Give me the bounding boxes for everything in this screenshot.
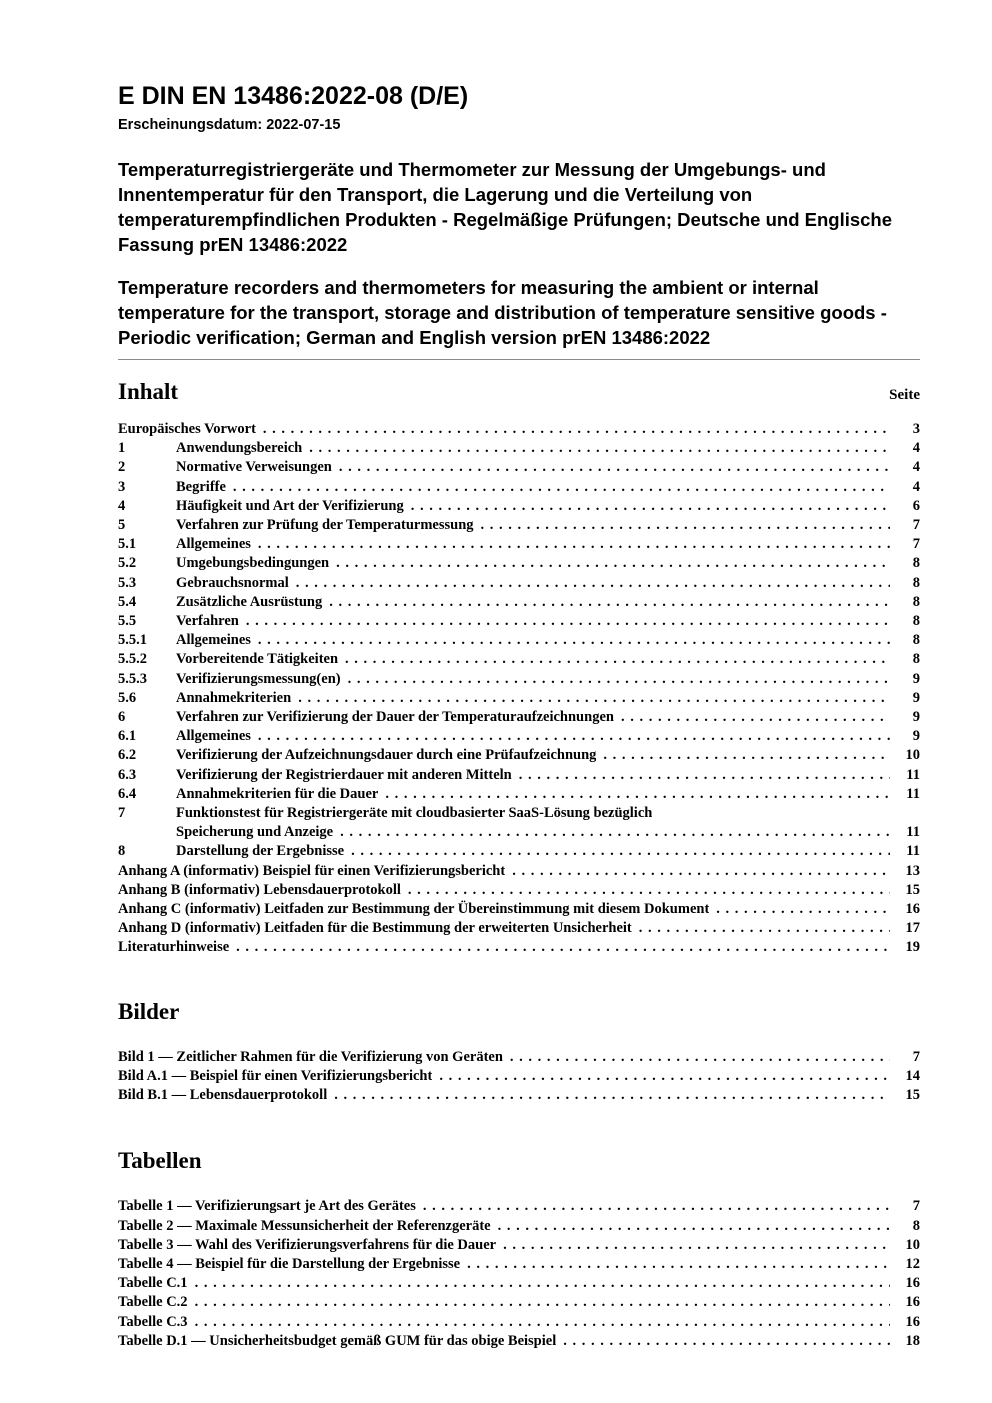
toc-row bbox=[118, 1048, 920, 1067]
toc-list bbox=[118, 420, 920, 958]
toc-entry-page: 9 bbox=[912, 689, 920, 706]
toc-entry-page: 8 bbox=[912, 1217, 920, 1234]
dot-leader bbox=[467, 1255, 890, 1274]
dot-leader bbox=[345, 650, 890, 669]
toc-entry-title: Verfahren zur Prüfung der Temperaturmessung bbox=[176, 517, 474, 534]
publication-date: Erscheinungsdatum: 2022-07-15 bbox=[118, 117, 341, 133]
toc-entry-number: 7 bbox=[118, 805, 126, 822]
toc-row bbox=[118, 862, 920, 881]
toc-entry-page: 12 bbox=[905, 1255, 920, 1272]
toc-entry-page: 11 bbox=[906, 785, 920, 802]
dot-leader bbox=[329, 593, 890, 612]
figures-heading: Bilder bbox=[118, 998, 180, 1024]
dot-leader bbox=[195, 1313, 890, 1332]
toc-entry-title: Annahmekriterien bbox=[176, 689, 292, 706]
toc-row bbox=[118, 881, 920, 900]
toc-entry-number: 5.4 bbox=[118, 593, 137, 610]
dot-leader bbox=[339, 458, 890, 477]
english-title: Temperature recorders and thermometers for measuring the ambient or internal temperature for the transport, storage and distribution of temperature sensitive goods - Periodic verification; German and English version prEN 13486:2022 bbox=[118, 277, 887, 348]
toc-entry-page: 16 bbox=[905, 901, 920, 918]
toc-row bbox=[118, 458, 920, 477]
toc-row bbox=[118, 708, 920, 727]
dot-leader bbox=[385, 785, 890, 804]
dot-leader bbox=[258, 535, 890, 554]
tables-heading: Tabellen bbox=[118, 1148, 202, 1174]
dot-leader bbox=[263, 420, 890, 439]
toc-entry-title: Allgemeines bbox=[176, 536, 251, 553]
toc-row bbox=[118, 1067, 920, 1086]
toc-entry-title: Umgebungsbedingungen bbox=[176, 555, 330, 572]
toc-entry-page: 4 bbox=[912, 478, 920, 495]
toc-entry-number: 6.1 bbox=[118, 728, 137, 745]
toc-row bbox=[118, 516, 920, 535]
toc-row bbox=[118, 727, 920, 746]
toc-entry-title: Verifizierungsmessung(en) bbox=[176, 670, 341, 687]
dot-leader bbox=[563, 1332, 890, 1351]
toc-row bbox=[118, 593, 920, 612]
toc-entry-title: Verifizierung der Registrierdauer mit anderen Mitteln bbox=[176, 766, 512, 783]
toc-entry-title: Allgemeines bbox=[176, 632, 251, 649]
dot-leader bbox=[621, 708, 890, 727]
toc-entry-title: Zusätzliche Ausrüstung bbox=[176, 593, 323, 610]
dot-leader bbox=[498, 1217, 890, 1236]
toc-entry-title: Tabelle D.1 — Unsicherheitsbudget gemäß GUM für das obige Beispiel bbox=[118, 1332, 557, 1349]
toc-entry-title: Anhang D (informativ) Leitfaden für die Bestimmung der erweiterten Unsicherheit bbox=[118, 920, 632, 937]
toc-row bbox=[118, 785, 920, 804]
toc-entry-page: 6 bbox=[912, 497, 920, 514]
toc-entry-title: Normative Verweisungen bbox=[176, 459, 332, 476]
toc-row bbox=[118, 574, 920, 593]
toc-row bbox=[118, 478, 920, 497]
toc-entry-title: Speicherung und Anzeige bbox=[176, 824, 334, 841]
toc-entry-number: 6.2 bbox=[118, 747, 137, 764]
toc-row bbox=[118, 612, 920, 631]
dot-leader bbox=[334, 1086, 890, 1105]
toc-entry-page: 13 bbox=[905, 862, 920, 879]
toc-entry-title: Verifizierung der Aufzeichnungsdauer durch eine Prüfaufzeichnung bbox=[176, 747, 597, 764]
page-column-label: Seite bbox=[889, 387, 920, 403]
toc-entry-page: 19 bbox=[905, 939, 920, 956]
toc-entry-number: 6.3 bbox=[118, 766, 137, 783]
toc-row bbox=[118, 1236, 920, 1255]
toc-row bbox=[118, 1255, 920, 1274]
dot-leader bbox=[510, 1048, 890, 1067]
toc-entry-page: 9 bbox=[912, 670, 920, 687]
toc-entry-title: Anhang A (informativ) Beispiel für einen Verifizierungsbericht bbox=[118, 862, 506, 879]
toc-entry-page: 7 bbox=[912, 1048, 920, 1065]
toc-entry-title: Verfahren bbox=[176, 613, 239, 630]
toc-entry-page: 9 bbox=[912, 728, 920, 745]
toc-row bbox=[118, 631, 920, 650]
dot-leader bbox=[512, 862, 890, 881]
toc-entry-title: Bild B.1 — Lebensdauerprotokoll bbox=[118, 1087, 328, 1104]
dot-leader bbox=[236, 938, 890, 957]
toc-row bbox=[118, 1086, 920, 1105]
toc-entry-page: 8 bbox=[912, 555, 920, 572]
toc-entry-page: 4 bbox=[912, 440, 920, 457]
dot-leader bbox=[639, 919, 890, 938]
toc-entry-title: Tabelle 2 — Maximale Messunsicherheit der Referenzgeräte bbox=[118, 1217, 491, 1234]
dot-leader bbox=[503, 1236, 890, 1255]
dot-leader bbox=[519, 766, 890, 785]
toc-entry-number: 2 bbox=[118, 459, 126, 476]
dot-leader bbox=[411, 497, 890, 516]
toc-entry-number: 3 bbox=[118, 478, 126, 495]
toc-entry-title: Tabelle C.1 bbox=[118, 1275, 188, 1292]
toc-entry-number: 5.6 bbox=[118, 689, 137, 706]
dot-leader bbox=[309, 439, 890, 458]
toc-entry-title: Tabelle C.2 bbox=[118, 1294, 188, 1311]
toc-entry-number: 5.3 bbox=[118, 574, 137, 591]
toc-entry-title: Häufigkeit und Art der Verifizierung bbox=[176, 497, 404, 514]
dot-leader bbox=[246, 612, 890, 631]
toc-row bbox=[118, 804, 920, 823]
toc-row bbox=[118, 689, 920, 708]
toc-entry-title: Anhang B (informativ) Lebensdauerprotokoll bbox=[118, 881, 401, 898]
toc-entry-title: Tabelle 3 — Wahl des Verifizierungsverfahrens für die Dauer bbox=[118, 1236, 497, 1253]
toc-entry-page: 16 bbox=[905, 1275, 920, 1292]
toc-row bbox=[118, 900, 920, 919]
toc-entry-title: Bild 1 — Zeitlicher Rahmen für die Verifizierung von Geräten bbox=[118, 1048, 503, 1065]
dot-leader bbox=[296, 574, 890, 593]
toc-row bbox=[118, 420, 920, 439]
toc-entry-page: 14 bbox=[905, 1067, 920, 1084]
dot-leader bbox=[351, 842, 890, 861]
toc-entry-page: 8 bbox=[912, 593, 920, 610]
toc-entry-number: 5.1 bbox=[118, 536, 137, 553]
toc-entry-number: 5.5.2 bbox=[118, 651, 147, 668]
dot-leader bbox=[481, 516, 890, 535]
dot-leader bbox=[258, 631, 890, 650]
toc-entry-page: 18 bbox=[905, 1332, 920, 1349]
toc-entry-page: 11 bbox=[906, 824, 920, 841]
toc-entry-number: 4 bbox=[118, 497, 126, 514]
toc-row bbox=[118, 497, 920, 516]
toc-row bbox=[118, 650, 920, 669]
toc-entry-title: Europäisches Vorwort bbox=[118, 421, 256, 437]
doc-number: E DIN EN 13486:2022-08 (D/E) bbox=[118, 82, 469, 110]
toc-entry-page: 7 bbox=[912, 1198, 920, 1215]
dot-leader bbox=[195, 1274, 890, 1293]
toc-entry-number: 5.5 bbox=[118, 613, 137, 630]
dot-leader bbox=[603, 746, 890, 765]
toc-entry-number: 5.5.3 bbox=[118, 670, 147, 687]
toc-row bbox=[118, 1293, 920, 1312]
toc-entry-title: Begriffe bbox=[176, 478, 226, 495]
dot-leader bbox=[423, 1197, 890, 1216]
toc-heading: Inhalt bbox=[118, 379, 179, 404]
toc-entry-page: 8 bbox=[912, 574, 920, 591]
toc-entry-page: 9 bbox=[912, 709, 920, 726]
toc-row bbox=[118, 670, 920, 689]
toc-row bbox=[118, 938, 920, 957]
toc-entry-page: 15 bbox=[905, 1087, 920, 1104]
toc-row bbox=[118, 766, 920, 785]
toc-entry-page: 11 bbox=[906, 843, 920, 860]
toc-entry-title: Anhang C (informativ) Leitfaden zur Bestimmung der Übereinstimmung mit diesem Dokument bbox=[118, 901, 710, 918]
toc-entry-title: Bild A.1 — Beispiel für einen Verifizierungsbericht bbox=[118, 1067, 433, 1084]
toc-entry-number: 8 bbox=[118, 843, 126, 860]
toc-entry-page: 15 bbox=[905, 881, 920, 898]
toc-entry-page: 3 bbox=[912, 421, 920, 437]
toc-row bbox=[118, 823, 920, 842]
toc-entry-title: Anwendungsbereich bbox=[176, 440, 303, 457]
toc-row bbox=[118, 1313, 920, 1332]
toc-entry-number: 6.4 bbox=[118, 785, 137, 802]
dot-leader bbox=[336, 554, 890, 573]
toc-entry-title: Tabelle 1 — Verifizierungsart je Art des Gerätes bbox=[118, 1198, 416, 1215]
toc-entry-page: 16 bbox=[905, 1294, 920, 1311]
dot-leader bbox=[298, 689, 890, 708]
toc-entry-page: 10 bbox=[905, 747, 920, 764]
toc-entry-title: Tabelle 4 — Beispiel für die Darstellung der Ergebnisse bbox=[118, 1255, 461, 1272]
toc-row bbox=[118, 1197, 920, 1216]
toc-row bbox=[118, 439, 920, 458]
toc-header bbox=[118, 378, 920, 406]
toc-entry-title: Vorbereitende Tätigkeiten bbox=[176, 651, 339, 668]
figures-list bbox=[118, 1048, 920, 1106]
toc-entry-page: 16 bbox=[905, 1313, 920, 1330]
toc-entry-page: 8 bbox=[912, 613, 920, 630]
toc-entry-title: Allgemeines bbox=[176, 728, 251, 745]
german-title: Temperaturregistriergeräte und Thermometer zur Messung der Umgebungs- und Innentemperatur für den Transport, die Lagerung und die Verteilung von temperaturempfindlichen Produkten - Regelmäßige Prüfungen; Deutsche und Englische Fassung prEN 13486:2022 bbox=[118, 159, 893, 255]
dot-leader bbox=[195, 1293, 890, 1312]
toc-entry-page: 10 bbox=[905, 1236, 920, 1253]
title-separator-line bbox=[118, 359, 920, 360]
toc-row bbox=[118, 554, 920, 573]
toc-entry-title: Darstellung der Ergebnisse bbox=[176, 843, 345, 860]
toc-entry-title: Funktionstest für Registriergeräte mit cloudbasierter SaaS-Lösung bezüglich bbox=[176, 805, 653, 822]
toc-entry-title: Annahmekriterien für die Dauer bbox=[176, 785, 379, 802]
toc-entry-title: Verfahren zur Verifizierung der Dauer der Temperaturaufzeichnungen bbox=[176, 709, 614, 726]
toc-row bbox=[118, 746, 920, 765]
toc-entry-page: 7 bbox=[912, 536, 920, 553]
toc-entry-number: 6 bbox=[118, 709, 126, 726]
toc-row bbox=[118, 1217, 920, 1236]
dot-leader bbox=[233, 478, 890, 497]
toc-row bbox=[118, 1332, 920, 1351]
toc-entry-number: 5 bbox=[118, 517, 126, 534]
toc-entry-page: 8 bbox=[912, 651, 920, 668]
dot-leader bbox=[716, 900, 890, 919]
dot-leader bbox=[340, 823, 890, 842]
toc-row bbox=[118, 919, 920, 938]
toc-entry-number: 5.5.1 bbox=[118, 632, 147, 649]
toc-entry-page: 4 bbox=[912, 459, 920, 476]
toc-row bbox=[118, 535, 920, 554]
toc-row bbox=[118, 1274, 920, 1293]
dot-leader bbox=[258, 727, 890, 746]
toc-entry-title: Literaturhinweise bbox=[118, 939, 230, 956]
toc-entry-page: 8 bbox=[912, 632, 920, 649]
tables-list bbox=[118, 1197, 920, 1351]
dot-leader bbox=[348, 670, 890, 689]
toc-entry-page: 7 bbox=[912, 517, 920, 534]
toc-entry-number: 1 bbox=[118, 440, 126, 457]
dot-leader bbox=[439, 1067, 890, 1086]
dot-leader bbox=[408, 881, 890, 900]
toc-entry-title: Gebrauchsnormal bbox=[176, 574, 289, 591]
toc-row bbox=[118, 842, 920, 861]
toc-entry-title: Tabelle C.3 bbox=[118, 1313, 188, 1330]
toc-entry-page: 17 bbox=[905, 920, 920, 937]
toc-entry-page: 11 bbox=[906, 766, 920, 783]
toc-entry-number: 5.2 bbox=[118, 555, 137, 572]
